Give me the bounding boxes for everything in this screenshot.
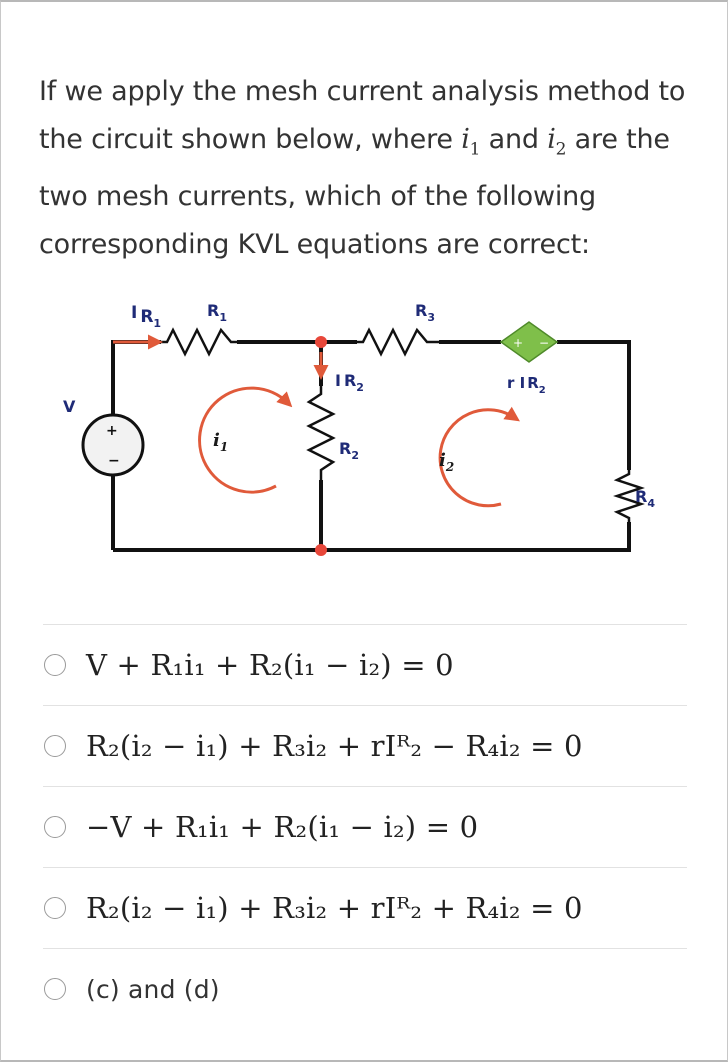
option-a[interactable]: [43, 624, 687, 705]
label-r2: $R_2$: [339, 439, 359, 462]
label-ir2: I $R_2$: [335, 371, 364, 394]
mesh-arrow-i2: [440, 410, 515, 506]
option-c[interactable]: [43, 786, 687, 867]
label-v: V: [63, 397, 76, 416]
answer-options: [43, 624, 687, 1029]
radio-button[interactable]: [44, 816, 66, 838]
math-i2: $i_2$: [547, 124, 567, 160]
math-i1: $i_1$: [461, 124, 481, 160]
option-label: −V + R₁i₁ + R₂(i₁ − i₂) = 0: [86, 810, 479, 844]
circuit-diagram: [61, 290, 661, 580]
node-top: [315, 336, 327, 348]
label-mesh-i2: $i_2$: [439, 450, 455, 474]
label-r3: $R_3$: [415, 301, 435, 324]
voltage-source: [83, 415, 143, 475]
radio-button[interactable]: [44, 978, 66, 1000]
label-r1: $R_1$: [207, 301, 227, 324]
svg-text:+: +: [106, 423, 118, 439]
dependent-source: [501, 322, 557, 362]
radio-button[interactable]: [44, 735, 66, 757]
circuit-wires: [113, 342, 629, 550]
option-e[interactable]: [43, 948, 687, 1029]
option-label: R₂(i₂ − i₁) + R₃i₂ + rIᴿ₂ + R₄i₂ = 0: [86, 891, 583, 925]
svg-text:+: +: [513, 336, 524, 350]
option-d[interactable]: [43, 867, 687, 948]
radio-button[interactable]: [44, 654, 66, 676]
option-b[interactable]: [43, 705, 687, 786]
label-ir1: I $R_1$: [131, 303, 162, 330]
label-rir2: r I $R_2$: [507, 374, 546, 396]
resistor-r1: [161, 330, 237, 354]
svg-text:−: −: [539, 336, 550, 350]
radio-button[interactable]: [44, 897, 66, 919]
node-bottom: [315, 544, 327, 556]
resistor-r3: [357, 330, 439, 354]
option-label: R₂(i₂ − i₁) + R₃i₂ + rIᴿ₂ − R₄i₂ = 0: [86, 729, 583, 763]
option-label: (c) and (d): [86, 974, 220, 1004]
question-text: If we apply the mesh current analysis method to the circuit shown below, where $i_1$ and $i_2$ are the two mesh currents, which of the following corresponding KVL equations are correct:: [39, 76, 686, 261]
label-r4: $R_4$: [635, 487, 655, 510]
label-mesh-i1: $i_1$: [213, 430, 229, 454]
option-label: V + R₁i₁ + R₂(i₁ − i₂) = 0: [86, 648, 454, 682]
resistor-r2: [309, 386, 333, 480]
svg-text:−: −: [108, 453, 120, 469]
